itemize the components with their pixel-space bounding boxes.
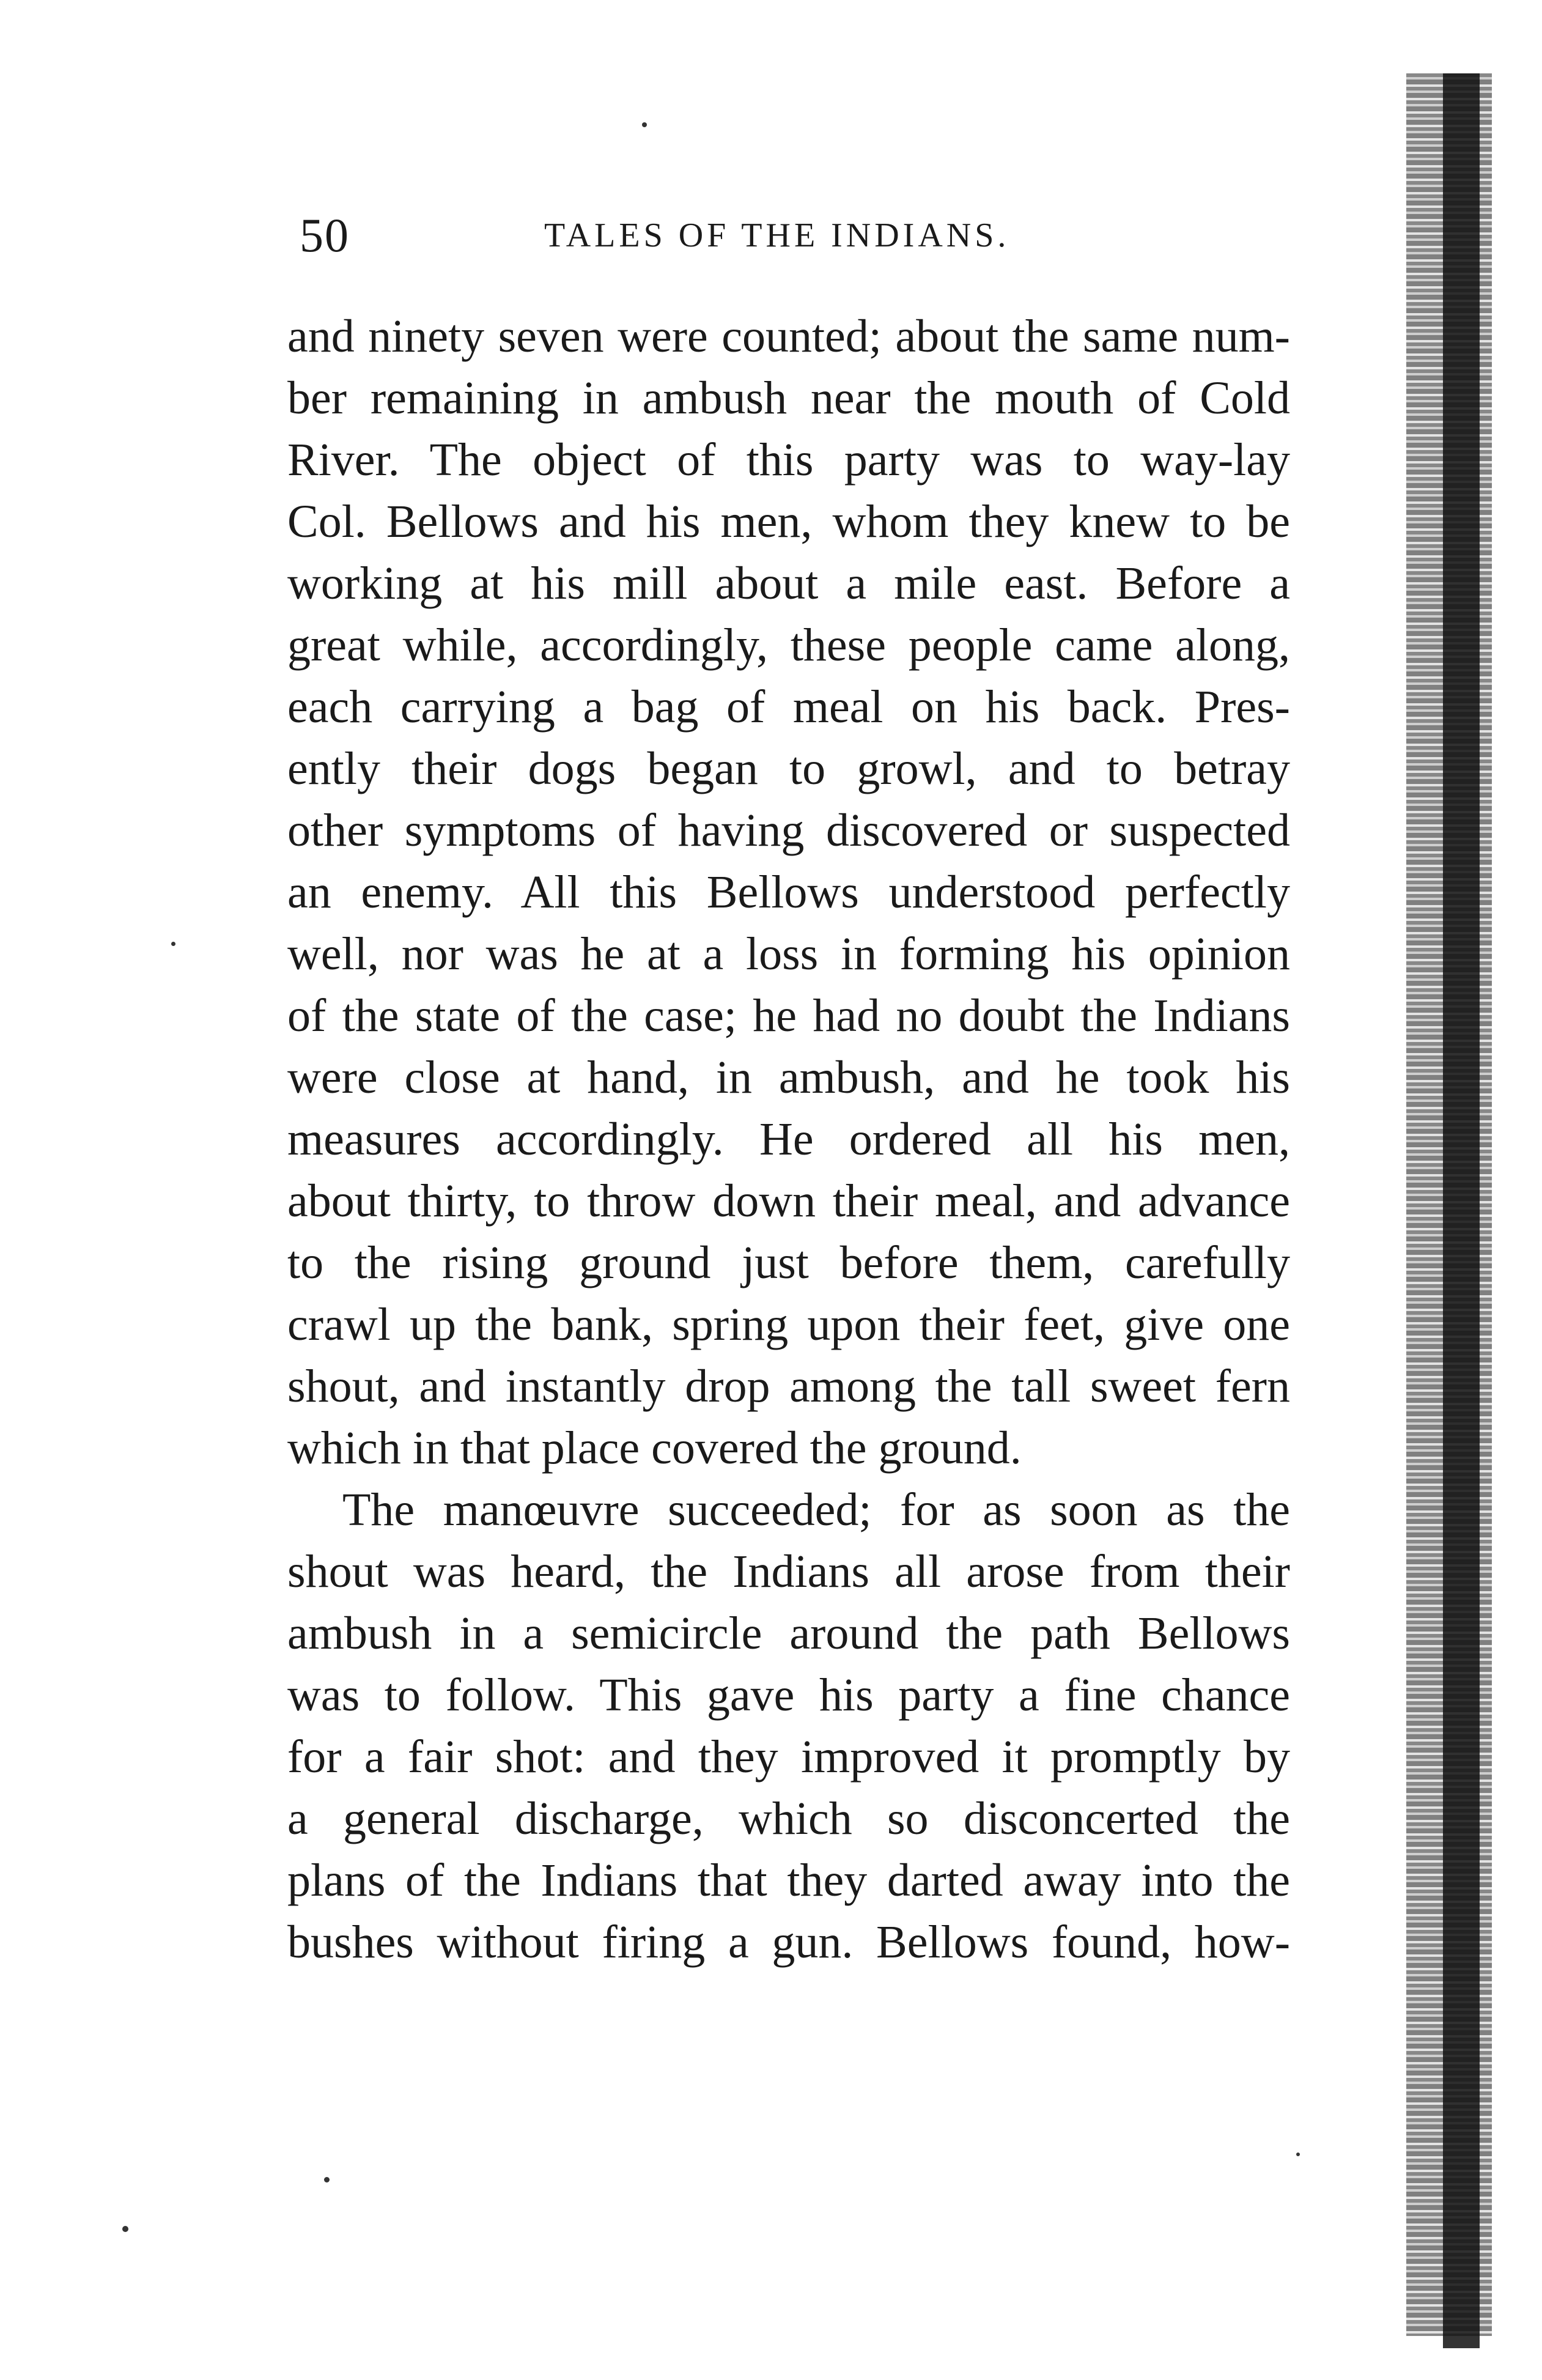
text-line: great while, accordingly, these people came along,: [287, 619, 1290, 671]
text-line: to the rising ground just before them, carefully: [287, 1237, 1290, 1288]
paragraph-1: [287, 306, 1302, 1479]
text-line: bushes without firing a gun. Bellows found, how-: [287, 1916, 1290, 1968]
text-line: River. The object of this party was to way-lay: [287, 434, 1290, 486]
page-number: 50: [300, 209, 350, 262]
text-line: an enemy. All this Bellows understood perfectly: [287, 867, 1290, 918]
text-line: well, nor was he at a loss in forming his opinion: [287, 928, 1290, 980]
page-binding-shadow: [1443, 73, 1480, 2348]
text-line: was to follow. This gave his party a fine chance: [287, 1669, 1290, 1721]
text-line: measures accordingly. He ordered all his men,: [287, 1114, 1290, 1165]
text-line: and ninety seven were counted; about the same num-: [287, 311, 1290, 362]
text-line: crawl up the bank, spring upon their feet, give one: [287, 1299, 1290, 1350]
text-line: shout was heard, the Indians all arose from their: [287, 1546, 1290, 1597]
text-line: a general discharge, which so disconcerted the: [287, 1793, 1290, 1844]
text-line: about thirty, to throw down their meal, and advance: [287, 1175, 1290, 1227]
scan-speck: [122, 2226, 128, 2232]
text-line: shout, and instantly drop among the tall sweet fern: [287, 1361, 1290, 1412]
text-line: plans of the Indians that they darted away into the: [287, 1855, 1290, 1906]
body-text: [287, 306, 1302, 1973]
text-line: of the state of the case; he had no doubt the Indians: [287, 990, 1290, 1041]
text-line: each carrying a bag of meal on his back. Pres-: [287, 681, 1290, 733]
text-line: The manœuvre succeeded; for as soon as the: [342, 1484, 1290, 1536]
text-line: which in that place covered the ground.: [287, 1422, 1022, 1474]
text-line: other symptoms of having discovered or suspected: [287, 805, 1290, 856]
text-line: ently their dogs began to growl, and to betray: [287, 743, 1290, 794]
scan-speck: [324, 2177, 330, 2182]
paragraph-2: [287, 1479, 1302, 1973]
page-header: [300, 202, 1302, 269]
text-line: ambush in a semicircle around the path Bellows: [287, 1608, 1290, 1659]
text-line: working at his mill about a mile east. Before a: [287, 558, 1290, 609]
running-title: TALES OF THE INDIANS.: [544, 216, 1010, 254]
text-line: ber remaining in ambush near the mouth of Cold: [287, 372, 1290, 424]
scan-speck: [642, 122, 647, 127]
text-line: for a fair shot: and they improved it promptly by: [287, 1731, 1290, 1783]
text-line: were close at hand, in ambush, and he took his: [287, 1052, 1290, 1103]
scan-speck: [1296, 2153, 1300, 2156]
text-line: Col. Bellows and his men, whom they knew to be: [287, 496, 1290, 547]
scan-speck: [171, 942, 175, 946]
